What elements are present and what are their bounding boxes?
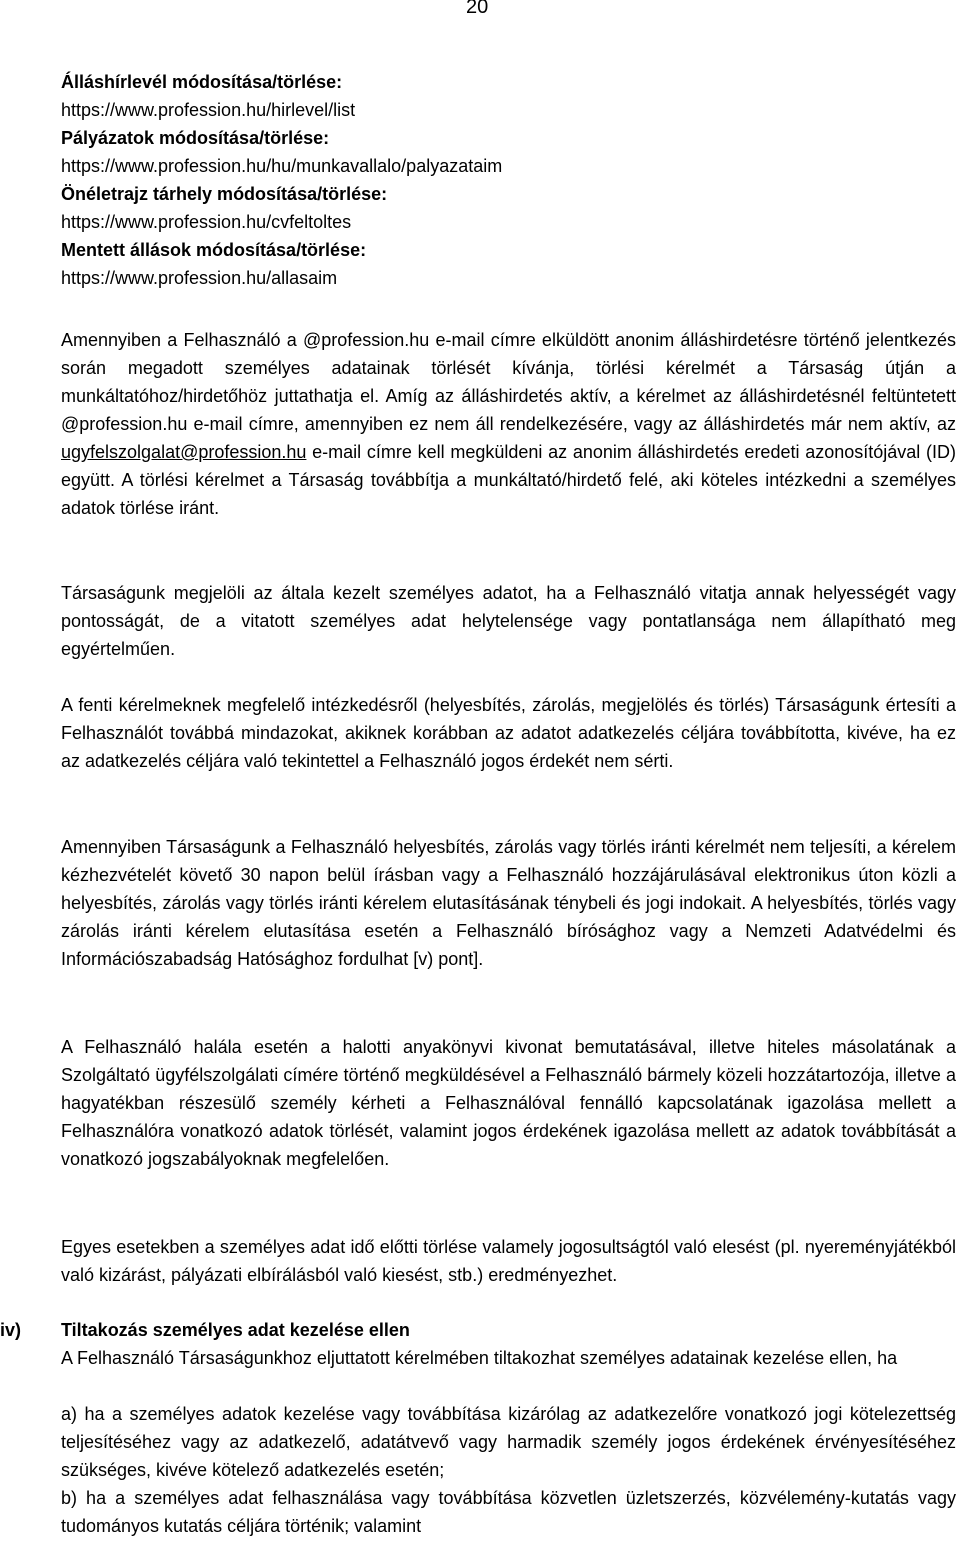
section-item-a: a) ha a személyes adatok kezelése vagy továbbítása kizárólag az adatkezelőre vonatkozó jogi kötelezettség teljesítéséhez vagy az adatkezelő, adatátvevő vagy harmadik személy jogos érdekének érvényesítéséhez szükséges, kivéve kötelező adatkezelés esetén; <box>61 1404 956 1480</box>
notification-paragraph: A fenti kérelmeknek megfelelő intézkedésről (helyesbítés, zárolás, megjelölés és törlés) Társaságunk értesíti a Felhasználót továbbá mindazokat, akiknek korábban az adatot adatkezelés céljára továbbította, kivéve, ha ez az adatkezelés céljára való tekintettel a Felhasználó jogos érdekét nem sérti. <box>61 695 956 771</box>
section-title: Tiltakozás személyes adat kezelése ellen <box>61 1320 410 1340</box>
cv-storage-url[interactable]: https://www.profession.hu/cvfeltoltes <box>61 212 352 232</box>
deceased-user-paragraph: A Felhasználó halála esetén a halotti anyakönyvi kivonat bemutatásával, illetve hiteles másolatának a Szolgáltató ügyfélszolgálati címére történő megküldésével a Felhasználó bármely közeli hozzátartozója, illetve a hagyatékban részesülő személy kérheti a Felhasználóval fennálló kapcsolatának igazolása mellett a Felhasználóra vonatkozó adatok törlését, valamint jogos érdekének igazolása mellett az adatok továbbítását a vonatkozó jogszabályoknak megfelelően. <box>61 1037 956 1169</box>
applications-url[interactable]: https://www.profession.hu/hu/munkavallalo/palyazataim <box>61 156 503 176</box>
section-item-b: b) ha a személyes adat felhasználása vagy továbbítása közvetlen üzletszerzés, közvélemény-kutatás vagy tudományos kutatás céljára történik; valamint <box>61 1488 956 1536</box>
newsletter-url[interactable]: https://www.profession.hu/hirlevel/list <box>61 100 356 120</box>
newsletter-label: Álláshírlevél módosítása/törlése: <box>61 72 343 92</box>
marking-paragraph: Társaságunk megjelöli az általa kezelt személyes adatot, ha a Felhasználó vitatja annak helyességét vagy pontosságát, de a vitatott személyes adat helytelensége vagy pontatlansága nem állapítható meg egyértelműen. <box>61 583 956 659</box>
para1-text-after: e-mail címre kell megküldeni az anonim álláshirdetés eredeti azonosítójával (ID) együtt. A törlési kérelmet a Társaság továbbítja a munkáltató/hirdető felé, aki köteles intézkedni a személyes adatok törlése iránt. <box>61 442 956 518</box>
page-number: 20 <box>466 0 489 18</box>
saved-jobs-label: Mentett állások módosítása/törlése: <box>61 240 367 260</box>
section-intro: A Felhasználó Társaságunkhoz eljuttatott kérelmében tiltakozhat személyes adatainak kezelése ellen, ha <box>61 1348 898 1368</box>
para1-text-before: Amennyiben a Felhasználó a @profession.hu e-mail címre elküldött anonim álláshirdetésre történő jelentkezés során megadott személyes adatainak törlését kívánja, törlési kérelmét a Társaság útján a munkáltatóhoz/hirdetőhöz juttathatja el. Amíg az álláshirdetés aktív, a kérelmet az álláshirdetésnél feltüntetett @profession.hu e-mail címre, amennyiben ez nem áll rendelkezésére, vagy az álláshirdetés már nem aktív, az <box>61 330 956 434</box>
applications-label: Pályázatok módosítása/törlése: <box>61 128 330 148</box>
rejection-paragraph: Amennyiben Társaságunk a Felhasználó helyesbítés, zárolás vagy törlés iránti kérelmét nem teljesíti, a kérelem kézhezvételét követő 30 napon belül írásban vagy a Felhasználó hozzájárulásával elektronikus úton közli a helyesbítés, zárolás vagy törlés iránti kérelem elutasításának ténybeli és jogi indokait. A helyesbítés, törlés vagy zárolás iránti kérelem elutasítása esetén a Felhasználó bírósághoz vagy a Nemzeti Adatvédelmi és Információszabadság Hatósághoz fordulhat [v) pont]. <box>61 837 956 969</box>
early-deletion-paragraph: Egyes esetekben a személyes adat idő előtti törlése valamely jogosultságtól való elesést (pl. nyereményjátékból való kizárást, pályázati elbírálásból való kiesést, stb.) eredményezhet. <box>61 1237 956 1285</box>
cv-storage-label: Önéletrajz tárhely módosítása/törlése: <box>61 184 388 204</box>
section-number: iv) <box>0 1320 22 1340</box>
saved-jobs-url[interactable]: https://www.profession.hu/allasaim <box>61 268 338 288</box>
anonymous-deletion-paragraph <box>61 326 956 522</box>
support-email-link[interactable]: ugyfelszolgalat@profession.hu <box>61 442 307 462</box>
